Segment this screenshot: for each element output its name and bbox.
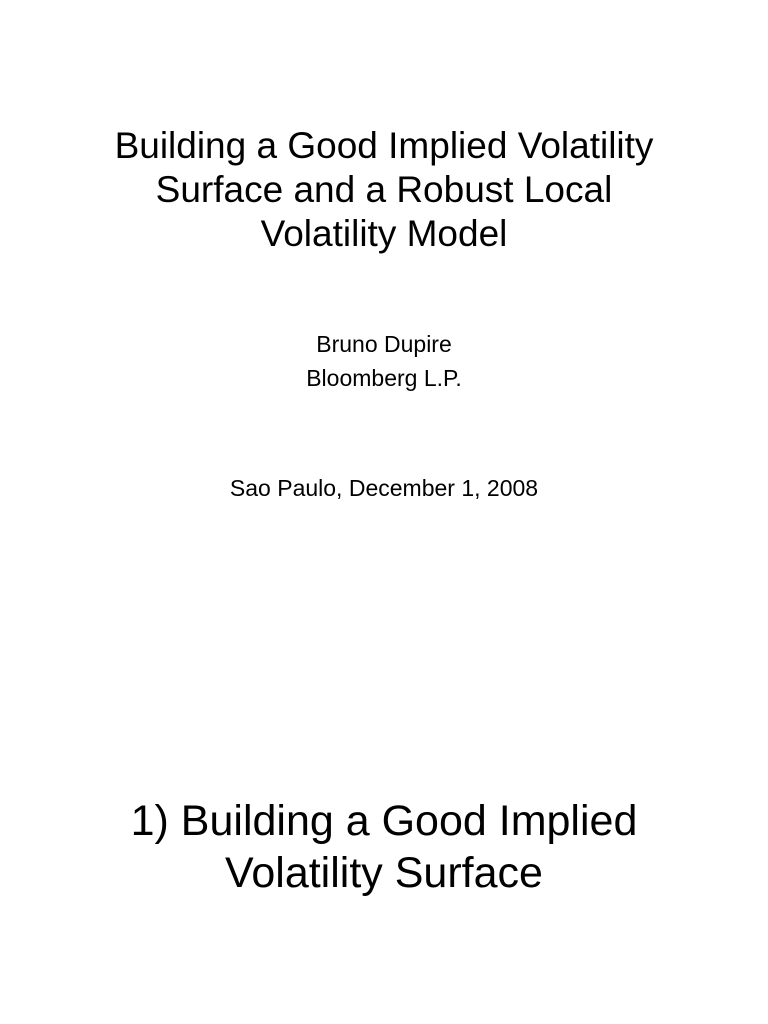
author-block bbox=[0, 327, 768, 395]
section-slide bbox=[0, 512, 768, 1024]
section-title-line: Volatility Surface bbox=[225, 849, 543, 897]
title-line: Volatility Model bbox=[260, 213, 508, 254]
presentation-title bbox=[60, 124, 708, 256]
title-line: Building a Good Implied Volatility bbox=[114, 125, 654, 166]
author-affiliation: Bloomberg L.P. bbox=[306, 365, 462, 391]
section-title bbox=[60, 795, 708, 899]
title-line: Surface and a Robust Local bbox=[155, 169, 613, 210]
author-name: Bruno Dupire bbox=[316, 331, 452, 357]
section-title-line: 1) Building a Good Implied bbox=[130, 797, 638, 845]
venue-date: Sao Paulo, December 1, 2008 bbox=[229, 475, 539, 501]
